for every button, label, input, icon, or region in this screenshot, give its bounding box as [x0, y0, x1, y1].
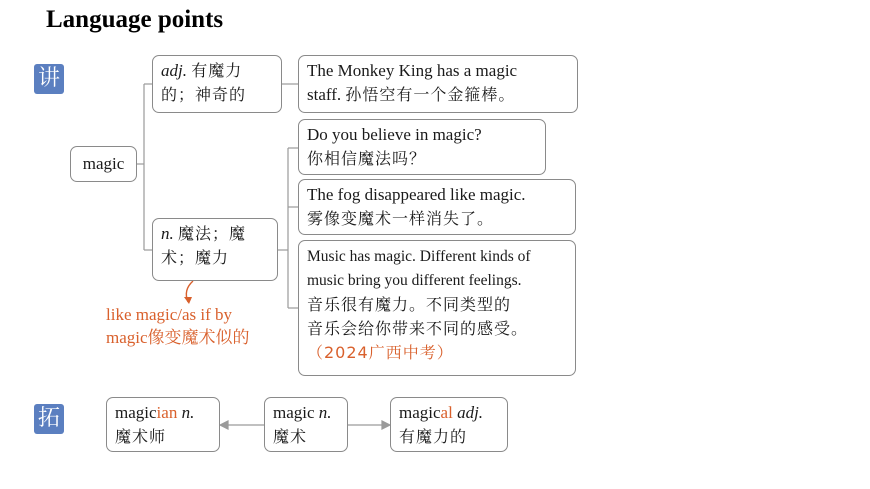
extend-left-stem: magic	[115, 403, 157, 422]
extend-magician-box	[106, 397, 220, 452]
noun-example-3-en-1: Music has magic. Different kinds of	[307, 248, 531, 265]
extend-tag: 拓	[34, 404, 64, 434]
explain-tag: 讲	[34, 64, 64, 94]
phrase-note	[106, 303, 250, 349]
adj-example-box	[298, 55, 578, 113]
extend-middle-cn: 魔术	[273, 427, 308, 446]
noun-example-2-cn: 雾像变魔术一样消失了。	[307, 209, 495, 228]
extend-right-stem: magic	[399, 403, 441, 422]
noun-pos: n.	[161, 224, 174, 243]
page-title: Language points	[46, 6, 224, 33]
extend-left-suffix: ian	[156, 403, 178, 422]
extend-middle-word: magic	[273, 403, 315, 422]
noun-example-box-2	[298, 179, 576, 235]
phrase-line-2: magic像变魔术似的	[106, 328, 250, 347]
adj-pos: adj.	[161, 61, 187, 80]
noun-example-1-cn: 你相信魔法吗？	[307, 149, 427, 168]
noun-example-3-en-2: music bring you different feelings.	[307, 272, 522, 289]
noun-meaning-1: 魔法；魔	[178, 224, 247, 243]
noun-meaning-2: 术；魔力	[161, 248, 230, 267]
adj-example-en-2: staff.	[307, 85, 342, 104]
noun-example-3-cn-1: 音乐很有魔力。不同类型的	[307, 295, 512, 314]
noun-example-2-en: The fog disappeared like magic.	[307, 185, 526, 204]
extend-middle-pos: n.	[318, 403, 332, 422]
adj-example-cn: 孙悟空有一个金箍棒。	[345, 85, 516, 104]
noun-example-box-3	[298, 240, 576, 376]
adj-meaning-1: 有魔力	[191, 61, 243, 80]
extend-left-cn: 魔术师	[115, 427, 167, 446]
adj-meaning-box	[152, 55, 282, 113]
extend-right-cn: 有魔力的	[399, 427, 468, 446]
noun-example-1-en: Do you believe in magic?	[307, 125, 482, 144]
adj-example-en: The Monkey King has a magic	[307, 61, 518, 80]
extend-left-pos: n.	[181, 403, 195, 422]
noun-example-3-cn-2: 音乐会给你带来不同的感受。	[307, 319, 529, 338]
phrase-line-1: like magic/as if by	[106, 305, 233, 324]
noun-example-box-1	[298, 119, 546, 175]
root-word: magic	[82, 154, 125, 173]
root-word-box	[70, 146, 137, 182]
extend-magical-box	[390, 397, 508, 452]
extend-right-suffix: al	[440, 403, 453, 422]
adj-meaning-2: 的；神奇的	[161, 85, 247, 104]
extend-right-pos: adj.	[457, 403, 484, 422]
noun-meaning-box	[152, 218, 278, 281]
noun-example-3-source: （2024广西中考）	[307, 343, 454, 362]
extend-magic-box	[264, 397, 348, 452]
